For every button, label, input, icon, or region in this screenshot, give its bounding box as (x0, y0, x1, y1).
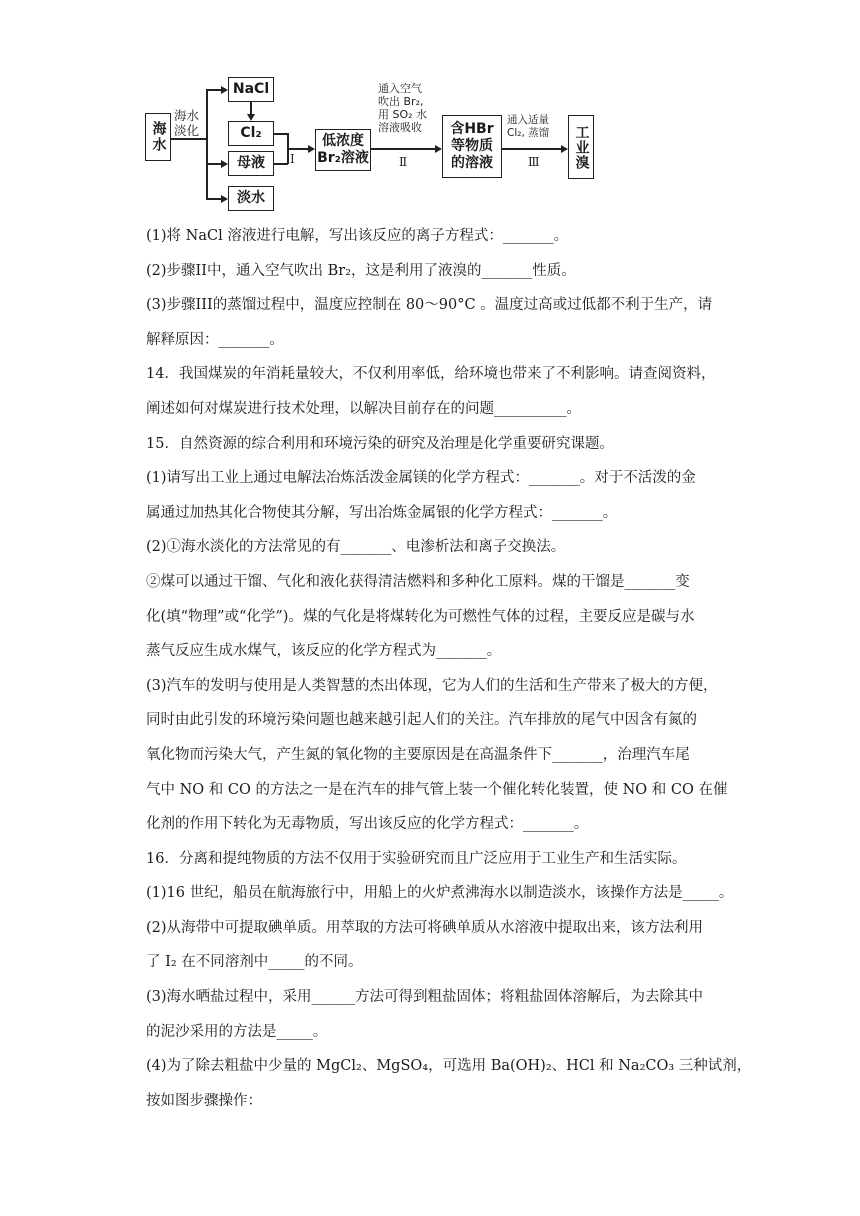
text-line: (3)海水晒盐过程中，采用______方法可得到粗盐固体；将粗盐固体溶解后，为去除其中 (146, 989, 704, 1006)
label-step-I: Ⅰ (290, 152, 295, 166)
text-line: (3)汽车的发明与使用是人类智慧的杰出体现，它为人们的生活和生产带来了极大的方便， (146, 677, 718, 694)
arrow-step-II (435, 145, 442, 153)
box-cl2: Cl₂ (228, 121, 274, 146)
arrow-step-I (308, 145, 315, 153)
text-line: 阐述如何对煤炭进行技术处理，以解决目前存在的问题__________。 (146, 400, 581, 417)
arrow-to-mother-liquor (221, 160, 228, 168)
text-line: (3)步骤III的蒸馏过程中，温度应控制在 80～90°C 。温度过高或过低都不利于生产，请 (146, 297, 713, 314)
text-line: 同时由此引发的环境污染问题也越来越引起人们的关注。汽车排放的尾气中因含有氮的 (146, 712, 697, 729)
text-line: (2)步骤II中，通入空气吹出 Br₂，这是利用了液溴的_______性质。 (146, 262, 576, 279)
connector-line (206, 89, 208, 199)
label-desalination: 海水 淡化 (174, 108, 200, 138)
text-line: 化(填“物理”或“化学”)。煤的气化是将煤转化为可燃性气体的过程，主要反应是碳与水 (146, 608, 695, 625)
text-line: 解释原因：_______。 (146, 331, 284, 348)
box-low-conc-br2: 低浓度 Br₂溶液 (315, 129, 371, 171)
connector-line (274, 163, 288, 165)
box-industrial-bromine: 工业溴 (568, 115, 594, 179)
box-hbr-solution: 含HBr 等物质 的溶液 (442, 115, 502, 178)
label-step-III: Ⅲ (528, 155, 540, 169)
connector-line (287, 148, 309, 150)
arrow-to-cl2 (247, 114, 255, 121)
text-line: (2)①海水淡化的方法常见的有_______、电渗析法和离子交换法。 (146, 539, 566, 556)
question-text-body (146, 226, 752, 1125)
text-line: 属通过加热其化合物使其分解，写出冶炼金属银的化学方程式：_______。 (146, 504, 618, 521)
label-step-III-description: 通入适量 Cl₂, 蒸馏 (507, 114, 550, 139)
arrow-step-III (561, 145, 568, 153)
text-line: 的泥沙采用的方法是_____。 (146, 1023, 328, 1040)
text-line: 按如图步骤操作： (146, 1092, 262, 1109)
bromine-extraction-flow-diagram (140, 70, 610, 215)
text-line: 15．自然资源的综合利用和环境污染的研究及治理是化学重要研究课题。 (146, 435, 614, 452)
text-line: 14．我国煤炭的年消耗量较大，不仅利用率低，给环境也带来了不利影响。请查阅资料， (146, 366, 716, 383)
label-step-II-description: 通入空气 吹出 Br₂, 用 SO₂ 水 溶液吸收 (378, 82, 428, 134)
text-line: 氧化物而污染大气，产生氮的氧化物的主要原因是在高温条件下_______，治理汽车尾 (146, 746, 690, 763)
box-nacl: NaCl (228, 77, 274, 102)
connector-line (206, 89, 222, 91)
connector-line (274, 133, 288, 135)
text-line: (1)请写出工业上通过电解法冶炼活泼金属镁的化学方程式：_______。对于不活泼的金 (146, 470, 696, 487)
text-line: (1)16 世纪，船员在航海旅行中，用船上的火炉煮沸海水以制造淡水，该操作方法是_____。 (146, 885, 734, 902)
connector-line (371, 148, 436, 150)
arrow-to-nacl (221, 86, 228, 94)
box-mother-liquor: 母液 (228, 151, 274, 176)
text-line: (1)将 NaCl 溶液进行电解，写出该反应的离子方程式：_______。 (146, 228, 569, 244)
box-fresh-water: 淡水 (228, 186, 274, 211)
text-line: 化剂的作用下转化为无毒物质，写出该反应的化学方程式：_______。 (146, 816, 589, 833)
connector-line (206, 198, 222, 200)
text-line: 16．分离和提纯物质的方法不仅用于实验研究而且广泛应用于工业生产和生活实际。 (146, 850, 687, 867)
text-line: ②煤可以通过干馏、气化和液化获得清洁燃料和多种化工原料。煤的干馏是_______变 (146, 573, 690, 590)
connector-line (171, 138, 207, 140)
box-seawater: 海水 (145, 113, 171, 161)
text-line: (2)从海带中可提取碘单质。用萃取的方法可将碘单质从水溶液中提取出来，该方法利用 (146, 919, 704, 936)
text-line: 了 I₂ 在不同溶剂中_____的不同。 (146, 954, 363, 971)
connector-line (206, 163, 222, 165)
connector-line (502, 148, 562, 150)
text-line: 气中 NO 和 CO 的方法之一是在汽车的排气管上装一个催化转化装置，使 NO 和 CO 在催 (146, 781, 728, 798)
text-line: 蒸气反应生成水煤气，该反应的化学方程式为_______。 (146, 643, 502, 660)
text-line: (4)为了除去粗盐中少量的 MgCl₂、MgSO₄，可选用 Ba(OH)₂、HCl 和 Na₂CO₃ 三种试剂， (146, 1058, 752, 1075)
label-step-II: Ⅱ (399, 155, 408, 169)
arrow-to-fresh-water (221, 195, 228, 203)
